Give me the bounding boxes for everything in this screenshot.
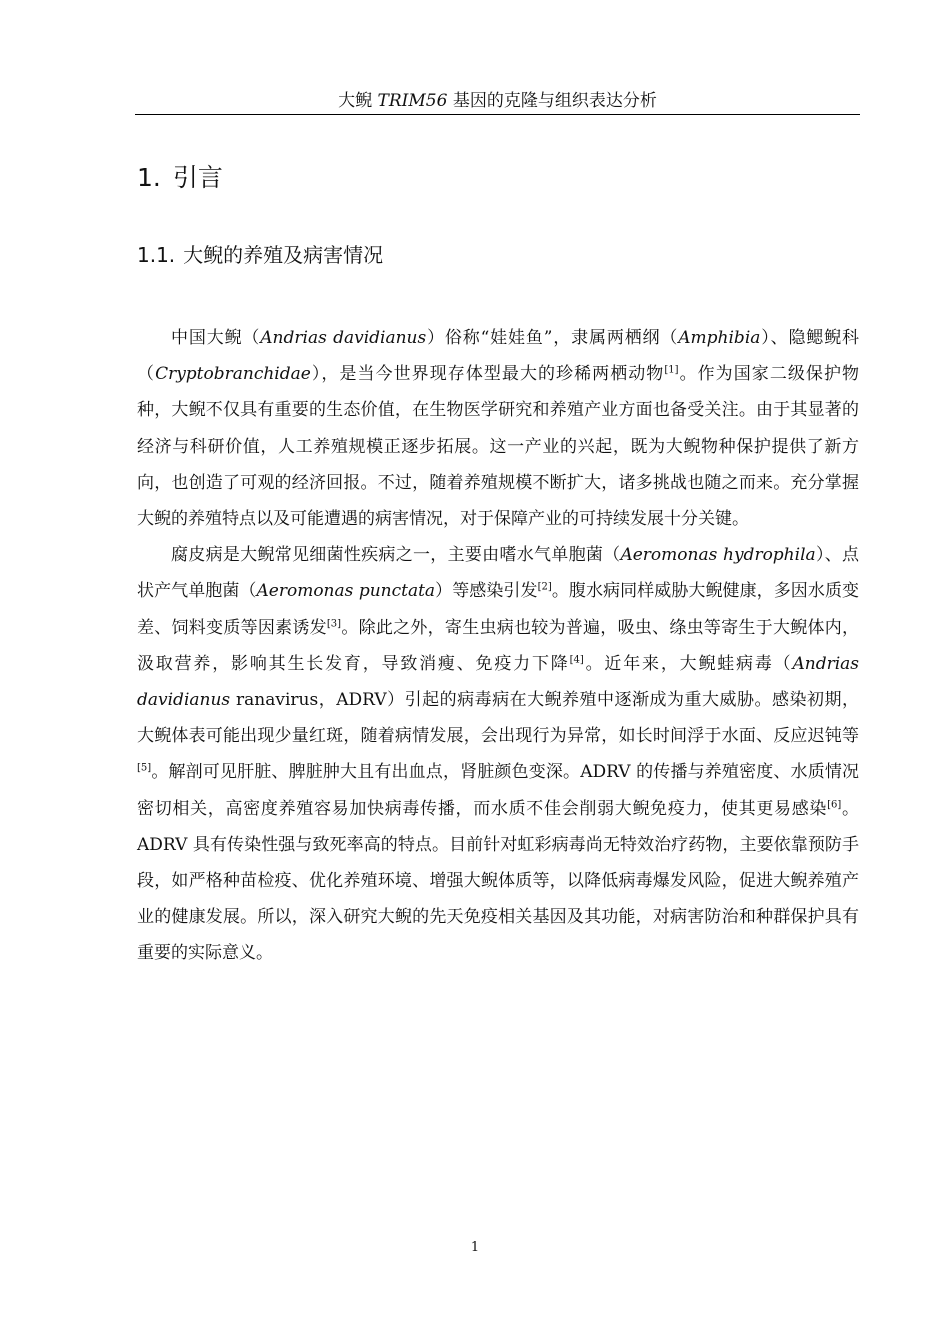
species-name: Cryptobranchidae bbox=[155, 364, 311, 385]
page-number: 1 bbox=[470, 1240, 480, 1255]
text-run: ），是当今世界现存体型最大的珍稀两栖动物 bbox=[310, 364, 665, 385]
citation-ref: [4] bbox=[569, 654, 584, 666]
header-prefix: 大鲵 bbox=[338, 91, 378, 111]
subsection-number: 1.1. bbox=[137, 243, 176, 267]
subsection-title: 大鲵的养殖及病害情况 bbox=[183, 243, 384, 267]
section-number: 1. bbox=[137, 163, 161, 192]
text-run: 腐皮病是大鲵常见细菌性疾病之一，主要由嗜水气单胞菌（ bbox=[171, 545, 621, 566]
text-run: 。解剖可见肝脏、脾脏肿大且有出血点，肾脏颜色变深。ADRV 的传播与养殖密度、水质情况密切相关，高密度养殖容易加快病毒传播，而水质不佳会削弱大鲵免疫力，使其更易感染 bbox=[137, 762, 859, 819]
paragraph-1 bbox=[137, 320, 859, 537]
running-header bbox=[135, 90, 860, 115]
species-name: Aeromonas punctata bbox=[256, 581, 436, 602]
species-name: Amphibia bbox=[678, 328, 761, 348]
species-name: Andrias davidianus bbox=[260, 328, 427, 348]
text-run: 。作为国家二级保护物种，大鲵不仅具有重要的生态价值，在生物医学研究和养殖产业方面也备受关注。由于其显著的经济与科研价值，人工养殖规模正逐步拓展。这一产业的兴起，既为大鲵物种保护提供了新方向，也创造了可观的经济回报。不过，随着养殖规模不断扩大，诸多挑战也随之而来。充分掌握大鲵的养殖特点以及可能遭遇的病害情况，对于保障产业的可持续发展十分关键。 bbox=[137, 364, 860, 530]
text-run: ）、隐鳃鲵科（ bbox=[137, 328, 860, 385]
text-run: ）、点状产气单胞菌（ bbox=[137, 545, 860, 602]
text-run: ）俗称“娃娃鱼”，隶属两栖纲（ bbox=[426, 328, 679, 348]
citation-ref: [2] bbox=[537, 581, 552, 593]
citation-ref: [3] bbox=[326, 617, 342, 629]
text-run: 。近年来，大鲵蛙病毒（ bbox=[583, 653, 793, 674]
species-name: Andrias davidianus bbox=[137, 653, 860, 711]
citation-ref: [5] bbox=[137, 762, 152, 774]
body-text bbox=[137, 320, 859, 972]
subsection-heading bbox=[137, 241, 383, 269]
header-suffix: 基因的克隆与组织表达分析 bbox=[447, 91, 657, 111]
text-run: 。腹水病同样威胁大鲵健康，多因水质变差、饲料变质等因素诱发 bbox=[137, 581, 860, 638]
citation-ref: [6] bbox=[827, 798, 842, 810]
text-run: ranavirus，ADRV）引起的病毒病在大鲵养殖中逐渐成为重大威胁。感染初期，大鲵体表可能出现少量红斑，随着病情发展，会出现行为异常，如长时间浮于水面、反应迟钝等 bbox=[137, 690, 859, 747]
section-title: 引言 bbox=[172, 163, 223, 192]
text-run: ）等感染引发 bbox=[435, 581, 538, 602]
citation-ref: [1] bbox=[664, 364, 679, 376]
section-heading bbox=[137, 162, 223, 194]
text-run: 。ADRV 具有传染性强与致死率高的特点。目前针对虹彩病毒尚无特效治疗药物，主要依靠预防手段，如严格种苗检疫、优化养殖环境、增强大鲵体质等，以降低病毒爆发风险，促进大鲵养殖产业的健康发展。所以，深入研究大鲵的先天免疫相关基因及其功能，对病害防治和种群保护具有重要的实际意义。 bbox=[137, 798, 860, 964]
text-run: 中国大鲵（ bbox=[171, 328, 261, 348]
paragraph-2 bbox=[137, 537, 859, 971]
header-gene-name: TRIM56 bbox=[377, 91, 448, 111]
text-run: 。除此之外，寄生虫病也较为普遍，吸虫、绦虫等寄生于大鲵体内，汲取营养，影响其生长发育，导致消瘦、免疫力下降 bbox=[137, 617, 859, 674]
species-name: Aeromonas hydrophila bbox=[620, 545, 816, 566]
